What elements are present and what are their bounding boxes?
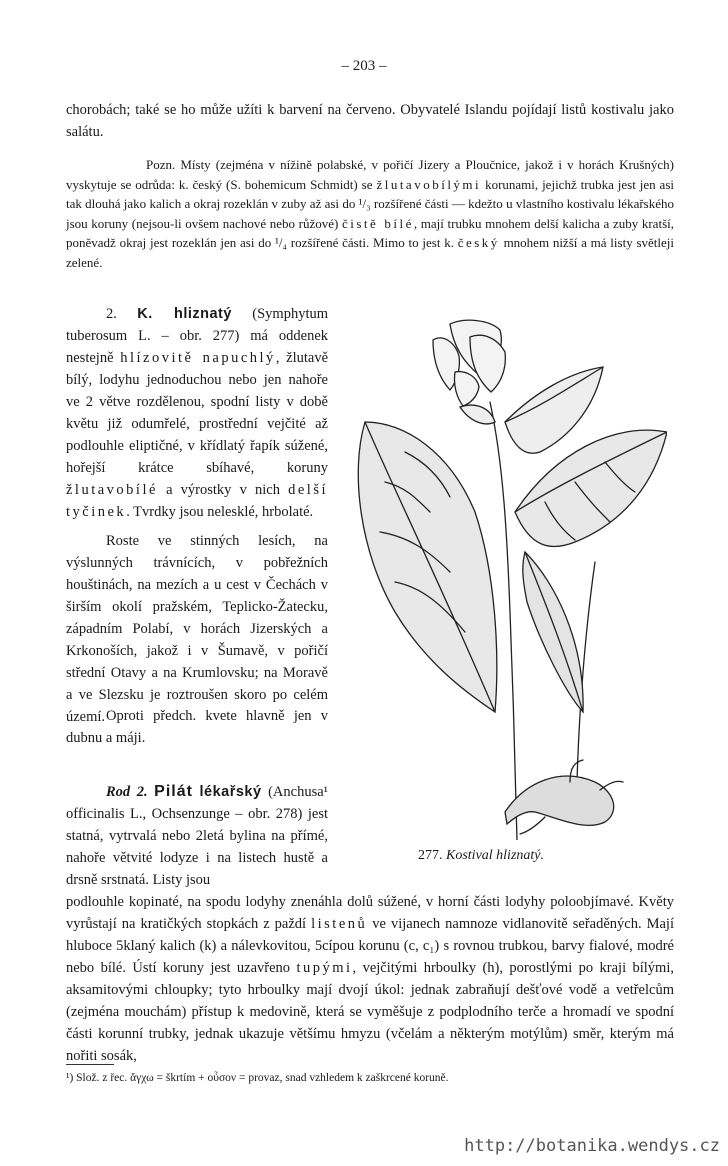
flowering-text: Oproti předch. kvete hlavně jen v dubnu a máji. <box>66 708 328 746</box>
genus-spaced-1: listenů <box>311 916 368 932</box>
species-text-2: , žlutavě bílý, lodyhu jednoduchou nebo jen nahoře ve 2 větve rozdělenou, spodní listy v době květu již odumřelé, prostřední vejčité až podlouhle eliptičné, v křídlatý řapík súžené, hořejší krátce sbíhavé, koruny <box>66 350 328 476</box>
species-text-4: . Tvrdky jsou nelesklé, hrbolaté. <box>126 504 314 520</box>
species-name: K. hliznatý <box>137 306 232 322</box>
figure-caption <box>418 848 618 864</box>
species-spaced-2: žlutavobílé <box>66 482 158 498</box>
genus-paragraph <box>66 781 328 891</box>
genus-text-1: (Anchusa¹ officinalis L., Ochsenzunge – obr. 278) jest statná, vytrvalá nebo 2letá bylina na přímé, nahoře větvité lodyze i na listech hustě a drsně srstnatá. Listy jsou <box>66 784 329 888</box>
genus-paragraph-continued <box>66 891 674 1067</box>
plant-illustration <box>355 312 667 840</box>
genus-spaced-2: tupými <box>296 960 353 976</box>
leaf-middle <box>505 367 603 453</box>
genus-text-4: , vejčitými hrboulky (h), porostlými po kraji bílými, aksamitovými chloupky; tyto hrboulky mají dvojí úkol: jednak zabraňují dešťové vodě a vetřelcům (zejména mouchám) přístup k medovině, která se vyměšuje z podplodního terče a hromadí ve spodní části korunní trubky, jednak ukazuje většímu hmyzu (včelám a některým motýlům) směr, kterým má nořiti sosák, <box>66 960 674 1064</box>
genus-text-3: ve vijanech namnoze vidlanovitě seřaděných. Mají hluboce 5klaný kalich (k) a nálevkovitou, 5cípou korunu (c, c₁) s rovnou trubkou, barvy fialové, modré nebo bílé. Ústí koruny jest uzavřeno <box>66 916 674 976</box>
habitat-paragraph <box>66 530 328 728</box>
figure-title: Kostival hliznatý. <box>446 848 544 863</box>
intro-paragraph <box>66 99 674 143</box>
intro-text: chorobách; také se ho může užíti k barvení na červeno. Obyvatelé Islandu pojídají listů kostivalu jako salátu. <box>66 102 674 140</box>
note-text-1: Pozn. Místy (zejména v nížině polabské, v pořičí Jizery a Ploučnice, jakož i v horách Krušných) vyskytuje se odrůda: k. český (S. bohemicum Schmidt) se <box>66 157 674 192</box>
species-spaced-3: delší tyčinek <box>66 482 328 520</box>
species-number: 2. <box>106 306 117 322</box>
flowering-paragraph <box>66 705 328 749</box>
footnote <box>66 1070 674 1087</box>
species-description <box>66 303 328 523</box>
species-spaced-1: hlízovitě napuchlý <box>120 350 276 366</box>
genus-rank: Rod 2. <box>106 784 148 800</box>
note-spaced-2: čistě bílé <box>341 215 414 231</box>
note-spaced-3: český <box>457 235 500 250</box>
note-text-3: , mají trubku mnohem delší kalicha a zuby kratší, poněvadž okraj jest rozeklán jen asi do ¹/₄ rozšířené části. Mimo to jest k. <box>66 215 674 250</box>
genus-name: Pilát <box>154 783 193 800</box>
source-url: http://botanika.wendys.cz <box>464 1136 720 1156</box>
figure-number: 277. <box>418 848 443 863</box>
habitat-text: Roste ve stinných lesích, na výslunných trávnících, v pobřežních houštinách, na mezích a u cest v Čechách v širším okolí pražském, Teplicko-Žatecku, západním Polabí, v horách Jizerských a Krkonoších, jakož i v Šumavě, v pořičí střední Otavy a na Krumlovsku; na Moravě a ve Slezsku je roztroušen skoro po celém území. <box>66 533 328 725</box>
genus-epithet: lékařský <box>199 784 262 800</box>
note-text-2: korunami, jejichž trubka jest jen asi tak dlouhá jako kalich a okraj rozeklán v zuby až asi do ¹/₃ rozšířené části — kdežto u vlastního kostivalu lékařského jsou koruny (nejsou-li ovšem nachové nebo růžové) <box>66 176 674 231</box>
page-number: – 203 – <box>341 58 387 74</box>
note-text-4: mnohem nižší a má listy světleji zelené. <box>66 235 674 270</box>
note-paragraph <box>66 155 674 272</box>
species-text-1: (Symphytum tuberosum L. – obr. 277) má oddenek nestejně <box>66 306 328 366</box>
note-spaced-1: žlutavobílými <box>376 176 482 192</box>
flower-cluster <box>433 320 505 406</box>
leaf-lower <box>523 552 583 712</box>
tuber-root <box>505 776 614 825</box>
genus-text-2: podlouhle kopinaté, na spodu lodyhy znenáhla dolů súžené, v horní části lodyhy poloobjímavé. Květy vyrůstají na kratičkých stopkách z paždí <box>66 894 674 932</box>
species-text-3: a výrostky v nich <box>157 482 289 498</box>
footnote-text: ¹) Slož. z řec. ἄγχω = škrtím + οὖσον = provaz, snad vzhledem k zaškrcené koruně. <box>66 1072 449 1084</box>
footnote-rule <box>66 1064 114 1065</box>
